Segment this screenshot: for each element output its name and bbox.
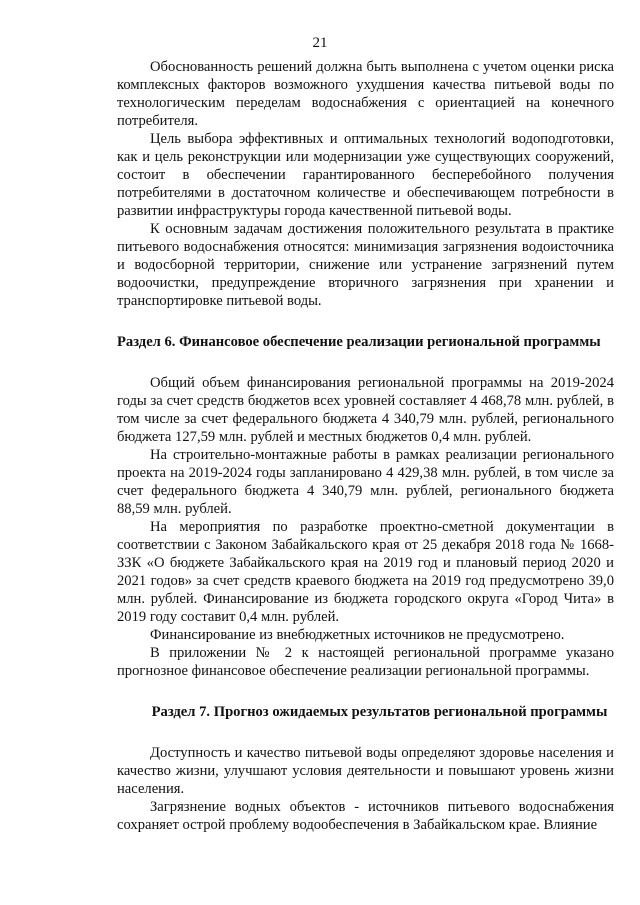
paragraph: Цель выбора эффективных и оптимальных технологий водоподготовки, как и цель реконструкции или модернизации уже существующих сооружений, состоит в обеспечении гарантированного бесперебойного получения потребителями в достаточном количестве и обеспечивающем потребности в развитии инфраструктуры города качественной питьевой воды. bbox=[117, 131, 614, 219]
paragraph: На мероприятия по разработке проектно-сметной документации в соответствии с Законом Забайкальского края от 25 декабря 2018 года № 1668-ЗЗК «О бюджете Забайкальского края на 2019 год и плановый период 2020 и 2021 годов» за счет средств краевого бюджета на 2019 год предусмотрено 39,0 млн. рублей. Финансирование из бюджета городского округа «Город Чита» в 2019 году составит 0,4 млн. рублей. bbox=[117, 519, 614, 625]
page-number: 21 bbox=[312, 35, 328, 51]
paragraph: На строительно-монтажные работы в рамках реализации регионального проекта на 2019-2024 годы запланировано 4 429,38 млн. рублей, в том числе за счет федерального бюджета 4 340,79 млн. рублей, регионального бюджета 88,59 млн. рублей. bbox=[117, 447, 614, 517]
section-7-title: Раздел 7. Прогноз ожидаемых результатов региональной программы bbox=[151, 704, 608, 720]
section-6-title: Раздел 6. Финансовое обеспечение реализации региональной программы bbox=[117, 334, 601, 350]
paragraph: Общий объем финансирования региональной программы на 2019-2024 годы за счет средств бюджетов всех уровней составляет 4 468,78 млн. рублей, в том числе за счет федерального бюджета 4 340,79 млн. рублей, регионального бюджета 127,59 млн. рублей и местных бюджетов 0,4 млн. рублей. bbox=[117, 375, 614, 445]
paragraph: Финансирование из внебюджетных источников не предусмотрено. bbox=[150, 627, 565, 643]
paragraph: Обоснованность решений должна быть выполнена с учетом оценки риска комплексных факторов возможного ухудшения качества питьевой воды по технологическим переделам водоснабжения с ориентацией на конечного потребителя. bbox=[117, 59, 614, 129]
paragraph: Загрязнение водных объектов - источников питьевого водоснабжения сохраняет острой проблему водообеспечения в Забайкальском крае. Влияние bbox=[117, 799, 614, 833]
paragraph: В приложении № 2 к настоящей региональной программе указано прогнозное финансовое обеспечение реализации региональной программы. bbox=[117, 645, 614, 679]
paragraph: К основным задачам достижения положительного результата в практике питьевого водоснабжения относятся: минимизация загрязнения водоисточника и водосборной территории, снижение или устранение загрязнений путем водоочистки, предупреждение вторичного загрязнения при хранении и транспортировке питьевой воды. bbox=[117, 221, 614, 309]
document-body bbox=[117, 58, 614, 834]
paragraph: Доступность и качество питьевой воды определяют здоровье населения и качество жизни, улучшают условия деятельности и повышают уровень жизни населения. bbox=[117, 745, 614, 797]
